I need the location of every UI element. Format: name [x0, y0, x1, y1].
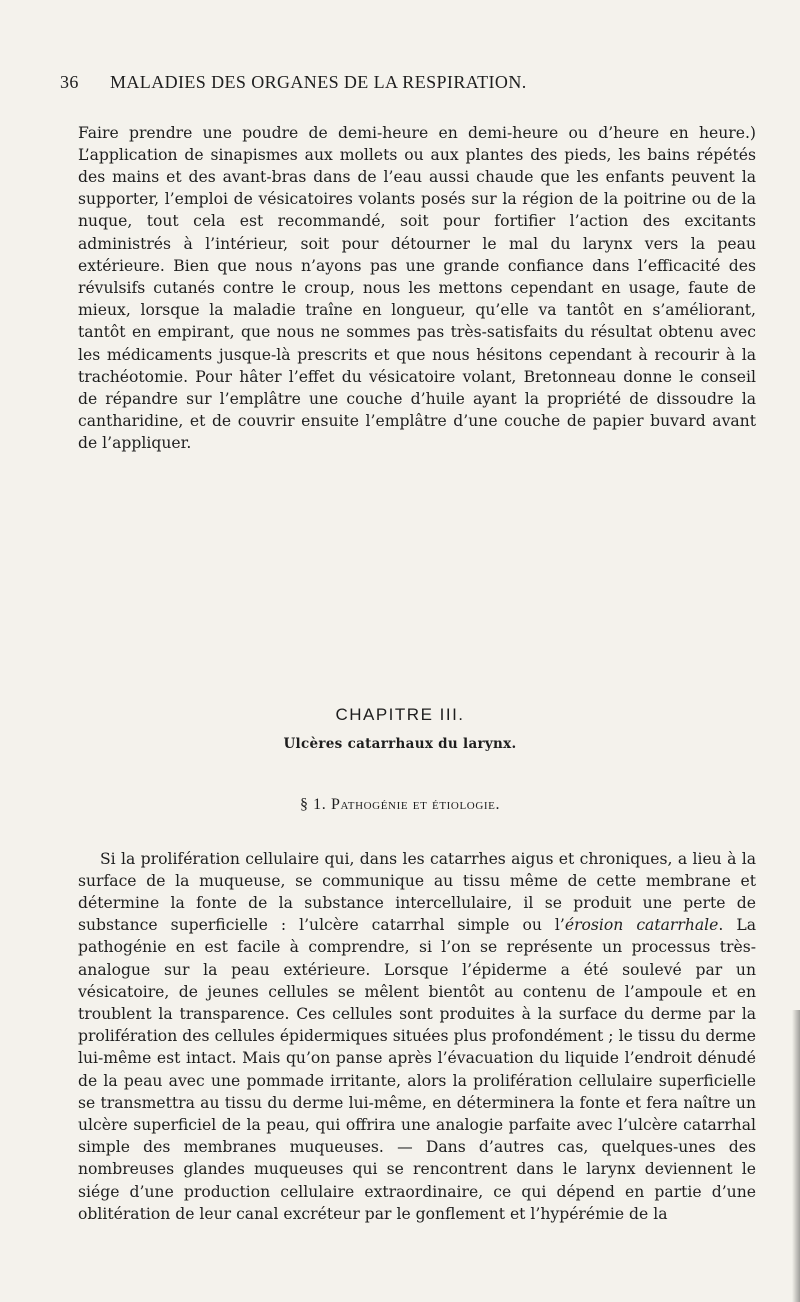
paragraph-2-italic-term: érosion catarrhale [564, 916, 719, 935]
page-number: 36 [60, 72, 79, 92]
paragraph-2-text-b: . La pathogénie en est facile à comprendre, si l’on se représente un processus très-analogue sur la peau extérieure. Lorsque l’épiderme a été soulevé par un vésicatoire, de jeunes cellules se mêlent bientôt au contenu de l’ampoule et en troublent la transparence. Ces cellules sont produites à la surface du derme par la prolifération des cellules épidermiques situées plus profondément ; le tissu du derme lui-même est intact. Mais qu’on panse après l’évacuation du liquide l’endroit dénudé de la peau avec une pommade irritante, alors la prolifération cellulaire superficielle se transmettra au tissu du derme lui-même, en déterminera la fonte et fera naître un ulcère superficiel de la peau, qui offrira une analogie parfaite avec l’ulcère catarrhal simple des membranes muqueuses. — Dans d’autres cas, quelques-unes des nombreuses glandes muqueuses qui se rencontrent dans le larynx deviennent le siége d’une production cellulaire extraordinaire, ce qui dépend en partie d’une oblitération de leur canal excréteur par le gonflement et l’hypérémie de la [78, 916, 756, 1223]
body-paragraph-2 [78, 848, 756, 1225]
body-paragraph-1: Faire prendre une poudre de demi-heure en demi-heure ou d’heure en heure.) L’application de sinapismes aux mollets ou aux plantes des pieds, les bains répétés des mains et des avant-bras dans de l’eau aussi chaude que les enfants peuvent la supporter, l’emploi de vésicatoires volants posés sur la région de la poitrine ou de la nuque, tout cela est recommandé, soit pour fortifier l’action des excitants administrés à l’intérieur, soit pour détourner le mal du larynx vers la peau extérieure. Bien que nous n’ayons pas une grande confiance dans l’efficacité des révulsifs cutanés contre le croup, nous les mettons cependant en usage, faute de mieux, lorsque la maladie traîne en longueur, qu’elle va tantôt en s’améliorant, tantôt en empirant, que nous ne sommes pas très-satisfaits du résultat obtenu avec les médicaments jusque-là prescrits et que nous hésitons cependant à recourir à la trachéotomie. Pour hâter l’effet du vésicatoire volant, Bretonneau donne le conseil de répandre sur l’emplâtre une couche d’huile ayant la propriété de dissoudre la cantharidine, et de couvrir ensuite l’emplâtre d’une couche de papier buvard avant de l’appliquer. [78, 123, 756, 453]
chapter-subtitle: Ulcères catarrhaux du larynx. [283, 736, 517, 752]
section-number: § 1. [299, 796, 327, 813]
page-header [60, 72, 760, 96]
chapter-title: CHAPITRE III. [335, 705, 465, 724]
section-title: Pathogénie et étiologie. [330, 796, 501, 813]
paragraph-2-text-a: Si la prolifération cellulaire qui, dans les catarrhes aigus et chroniques, a lieu à la surface de la muqueuse, se communique au tissu même de cette membrane et détermine la fonte de la substance intercellulaire, il se produit une perte de substance superficielle : l’ulcère catarrhal simple ou l’ [78, 849, 756, 935]
scan-edge-shadow [792, 1010, 800, 1302]
running-title: MALADIES DES ORGANES DE LA RESPIRATION. [110, 72, 527, 92]
section-heading [0, 796, 800, 814]
